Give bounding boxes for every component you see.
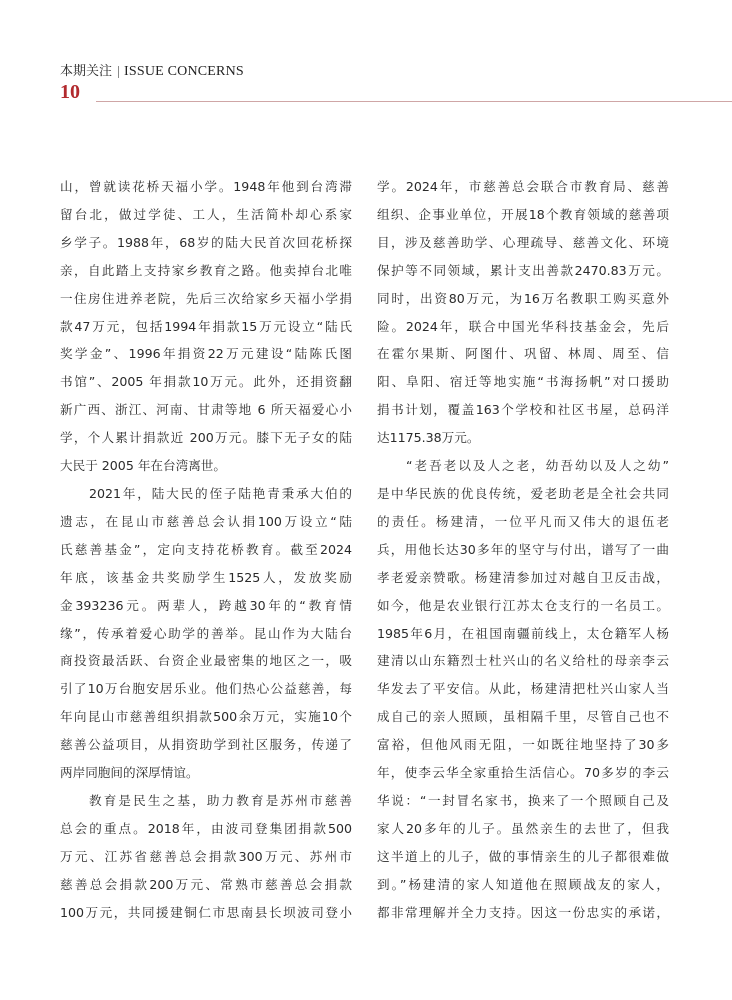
paragraph [377,173,669,452]
text-line: 华说：“一封冒名家书，换来了一个照顾自己及 [377,792,669,808]
section-title-en: ISSUE CONCERNS [124,64,244,79]
text-line: 100万元，共同援建铜仁市思南县长坝波司登小 [60,904,352,920]
text-line: 兵，用他长达30多年的坚守与付出，谱写了一曲 [377,541,669,557]
text-line: 两岸同胞间的深厚情谊。 [60,765,199,781]
text-line: 引了10万台胞安居乐业。他们热心公益慈善，每 [60,681,352,697]
text-line: “老吾老以及人之老，幼吾幼以及人之幼” [405,458,669,474]
text-line: 年向昆山市慈善组织捐款500余万元，实施10个 [60,709,352,725]
text-line: 阳、阜阳、宿迁等地实施“书海扬帆”对口援助 [377,374,669,390]
text-line: 年，使李云华全家重拾生活信心。70多岁的李云 [377,765,669,781]
text-line: 奖学金”、1996年捐资22万元建设“陆陈氏图 [60,346,352,362]
text-line: 目，涉及慈善助学、心理疏导、慈善文化、环境 [377,234,669,250]
paragraph [60,173,352,480]
text-line: 是中华民族的优良传统，爱老助老是全社会共同 [377,485,669,501]
text-line: 慈善公益项目，从捐资助学到社区服务，传递了 [60,737,352,753]
text-line: 慈善总会捐款200万元、常熟市慈善总会捐款 [60,876,352,892]
running-header [60,63,244,81]
text-line: 华发去了平安信。从此，杨建清把杜兴山家人当 [377,681,669,697]
text-line: 一住房住进养老院，先后三次给家乡天福小学捐 [60,290,352,306]
paragraph [60,480,352,787]
text-line: 总会的重点。2018年，由波司登集团捐款500 [60,820,352,836]
text-line: 山，曾就读花桥天福小学。1948年他到台湾滞 [60,179,352,194]
text-line: 学。2024年，市慈善总会联合市教育局、慈善 [377,179,669,194]
text-line: 成自己的亲人照顾，虽相隔千里，尽管自己也不 [377,709,669,725]
header-divider [118,66,119,78]
text-line: 在霍尔果斯、阿图什、巩留、林周、周至、信 [377,346,669,362]
text-line: 1985年6月，在祖国南疆前线上，太仓籍军人杨 [377,625,669,641]
text-line: 达1175.38万元。 [377,430,480,446]
text-line: 2021年，陆大民的侄子陆艳青秉承大伯的 [88,485,352,501]
text-line: 如今，他是农业银行江苏太仓支行的一名员工。 [377,597,669,613]
header-rule [96,101,732,102]
text-line: 万元、江苏省慈善总会捐款300万元、苏州市 [60,848,352,864]
text-line: 缘”，传承着爱心助学的善举。昆山作为大陆台 [60,625,352,641]
text-line: 保护等不同领域，累计支出善款2470.83万元。 [377,262,669,278]
text-line: 同时，出资80万元，为16万名教职工购买意外 [377,290,669,306]
text-line: 到。”杨建清的家人知道他在照顾战友的家人， [377,876,669,892]
section-title-cn: 本期关注 [60,64,113,79]
text-line: 的责任。杨建清，一位平凡而又伟大的退伍老 [377,513,669,529]
text-line: 教育是民生之基，助力教育是苏州市慈善 [88,792,352,808]
text-line: 新广西、浙江、河南、甘肃等地 6 所天福爱心小 [60,402,352,418]
paragraph [60,787,352,927]
text-line: 孝老爱亲赞歌。杨建清参加过对越自卫反击战， [377,569,669,585]
text-line: 书馆”、2005 年捐款10万元。此外，还捐资翻 [60,374,352,390]
text-line: 这半道上的儿子，做的事情亲生的儿子都很难做 [377,848,669,864]
text-line: 家人20多年的儿子。虽然亲生的去世了，但我 [377,820,669,836]
text-line: 险。2024年，联合中国光华科技基金会，先后 [377,318,669,334]
text-line: 捐书计划，覆盖163个学校和社区书屋，总码洋 [377,402,669,418]
text-line: 年底，该基金共奖励学生1525人，发放奖励 [60,569,352,585]
text-line: 款47万元，包括1994年捐款15万元设立“陆氏 [60,318,352,334]
text-line: 乡学子。1988年，68岁的陆大民首次回花桥探 [60,234,352,250]
paragraph [377,452,669,926]
page-number: 10 [60,81,80,103]
text-line: 亲，自此踏上支持家乡教育之路。他卖掉台北唯 [60,262,352,278]
text-line: 建清以山东籍烈士杜兴山的名义给杜的母亲李云 [377,653,669,669]
text-line: 商投资最活跃、台资企业最密集的地区之一，吸 [60,653,352,669]
text-line: 学，个人累计捐款近 200万元。膝下无子女的陆 [60,430,352,446]
text-line: 留台北，做过学徒、工人，生活简朴却心系家 [60,206,352,222]
text-line: 氏慈善基金”，定向支持花桥教育。截至2024 [60,541,352,557]
text-line: 富裕，但他风雨无阻，一如既往地坚持了30多 [377,737,669,753]
text-line: 金393236元。两辈人，跨越30年的“教育情 [60,597,352,613]
text-line: 都非常理解并全力支持。因这一份忠实的承诺， [377,904,669,920]
text-column-left [60,173,352,926]
text-line: 组织、企事业单位，开展18个教育领域的慈善项 [377,206,669,222]
text-line: 大民于 2005 年在台湾离世。 [60,458,226,474]
text-column-right [377,173,669,926]
text-line: 遗志，在昆山市慈善总会认捐100万设立“陆 [60,513,352,529]
